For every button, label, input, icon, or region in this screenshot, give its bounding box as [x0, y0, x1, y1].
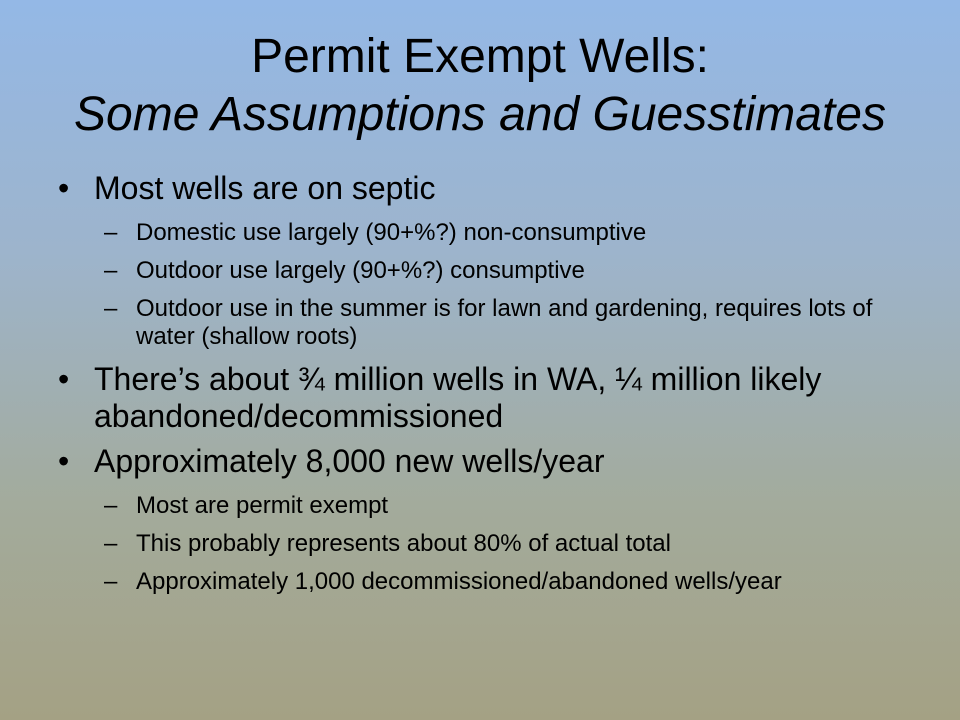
sub-text: Approximately 1,000 decommissioned/abandoned wells/year	[136, 568, 782, 595]
sub-item	[56, 568, 916, 596]
bullet-marker: •	[58, 361, 70, 397]
sub-text: Most are permit exempt	[136, 492, 389, 519]
sub-text: Outdoor use largely (90+%?) consumptive	[136, 257, 585, 284]
bullet-list	[56, 170, 916, 606]
dash-marker: –	[104, 530, 118, 557]
bullet-text: Approximately 8,000 new wells/year	[94, 443, 605, 479]
sub-text: This probably represents about 80% of actual total	[136, 530, 671, 557]
sub-text: Outdoor use in the summer is for lawn and gardening, requires lots of water (shallow roots)	[136, 295, 873, 350]
sub-list	[56, 219, 916, 351]
dash-marker: –	[104, 219, 118, 246]
dash-marker: –	[104, 257, 118, 284]
dash-marker: –	[104, 568, 118, 595]
title-line-1: Permit Exempt Wells:	[251, 30, 709, 83]
bullet-marker: •	[58, 443, 70, 479]
sub-item	[56, 257, 916, 285]
sub-item	[56, 219, 916, 247]
bullet-text: Most wells are on septic	[94, 170, 436, 206]
sub-item	[56, 530, 916, 558]
bullet-item	[56, 170, 916, 207]
bullet-item	[56, 361, 916, 435]
bullet-text: There’s about ¾ million wells in WA, ¼ million likely abandoned/decommissioned	[94, 361, 822, 434]
sub-list	[56, 492, 916, 596]
bullet-marker: •	[58, 170, 70, 206]
bullet-item	[56, 443, 916, 480]
sub-text: Domestic use largely (90+%?) non-consumptive	[136, 219, 647, 246]
slide-title	[0, 28, 960, 144]
sub-item	[56, 295, 916, 351]
dash-marker: –	[104, 295, 118, 322]
dash-marker: –	[104, 492, 118, 519]
sub-item	[56, 492, 916, 520]
title-line-2: Some Assumptions and Guesstimates	[74, 88, 886, 141]
